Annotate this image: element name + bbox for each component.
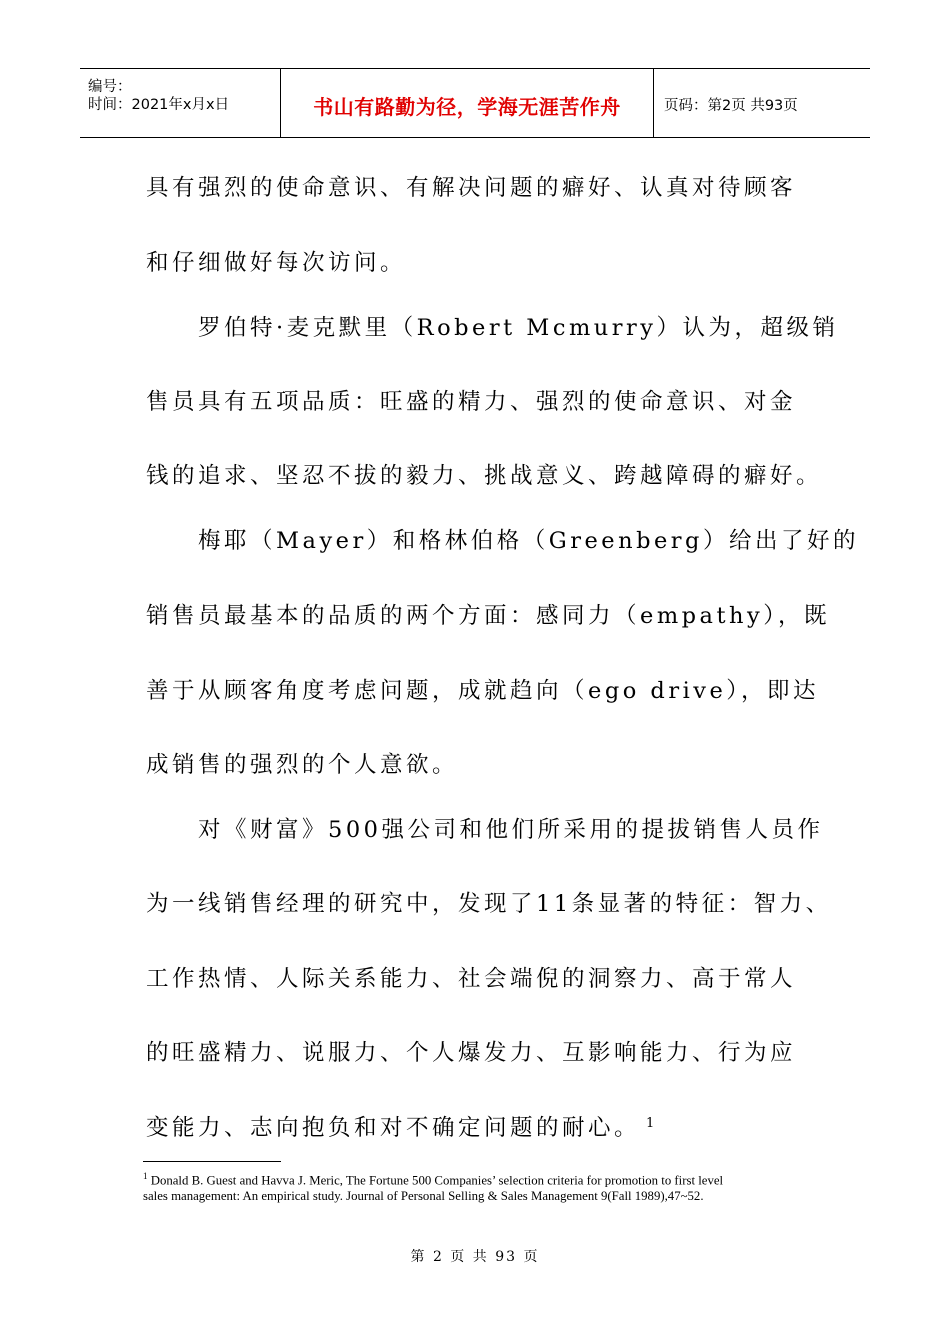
footnote-ref[interactable]: 1 [646, 1115, 655, 1131]
body-line: 善于从顾客角度考虑问题，成就趋向（ego drive），即达 [146, 678, 820, 704]
doc-date: 时间：2021年x月x日 [88, 97, 230, 113]
page-header [80, 68, 870, 138]
body-line: 成销售的强烈的个人意欲。 [146, 752, 459, 778]
header-page-cell [654, 69, 870, 137]
body-line: 销售员最基本的品质的两个方面：感同力（empathy），既 [146, 603, 830, 629]
body-line: 钱的追求、坚忍不拔的毅力、挑战意义、跨越障碍的癖好。 [146, 463, 823, 489]
body-line: 为一线销售经理的研究中，发现了11条显著的特征：智力、 [146, 891, 832, 917]
body-line: 和仔细做好每次访问。 [146, 250, 407, 276]
body-line: 对《财富》500强公司和他们所采用的提拔销售人员作 [146, 817, 824, 843]
body-line: 梅耶（Mayer）和格林伯格（Greenberg）给出了好的 [146, 528, 859, 554]
header-meta [80, 69, 281, 137]
body-line: 售员具有五项品质：旺盛的精力、强烈的使命意识、对金 [146, 389, 797, 415]
header-page-code: 页码：第2页 共93页 [664, 98, 798, 114]
header-motto-cell [281, 69, 654, 137]
header-motto: 书山有路勤为径，学海无涯苦作舟 [313, 95, 621, 119]
body-line: 具有强烈的使命意识、有解决问题的癖好、认真对待顾客 [146, 175, 797, 201]
body-line: 罗伯特·麦克默里（Robert Mcmurry）认为，超级销 [146, 315, 839, 341]
footnote-line1: Donald B. Guest and Havva J. Meric, The Fortune 500 Companies’ selection criteria for promotion to first level [150, 1173, 724, 1188]
body-line: 工作热情、人际关系能力、社会端倪的洞察力、高于常人 [146, 966, 797, 992]
body-line: 变能力、志向抱负和对不确定问题的耐心。 [146, 1115, 641, 1141]
footnote-divider [143, 1161, 281, 1162]
body-line: 的旺盛精力、说服力、个人爆发力、互影响能力、行为应 [146, 1040, 797, 1066]
doc-number-label: 编号： [88, 79, 132, 95]
body-line-last [146, 1110, 811, 1142]
footnote-line2: sales management: An empirical study. Journal of Personal Selling & Sales Management 9(Fall 1989),47~52. [143, 1189, 704, 1204]
footnote-marker: 1 [143, 1171, 148, 1181]
page-footer: 第 2 页 共 93 页 [410, 1249, 540, 1265]
footnote [143, 1168, 833, 1204]
